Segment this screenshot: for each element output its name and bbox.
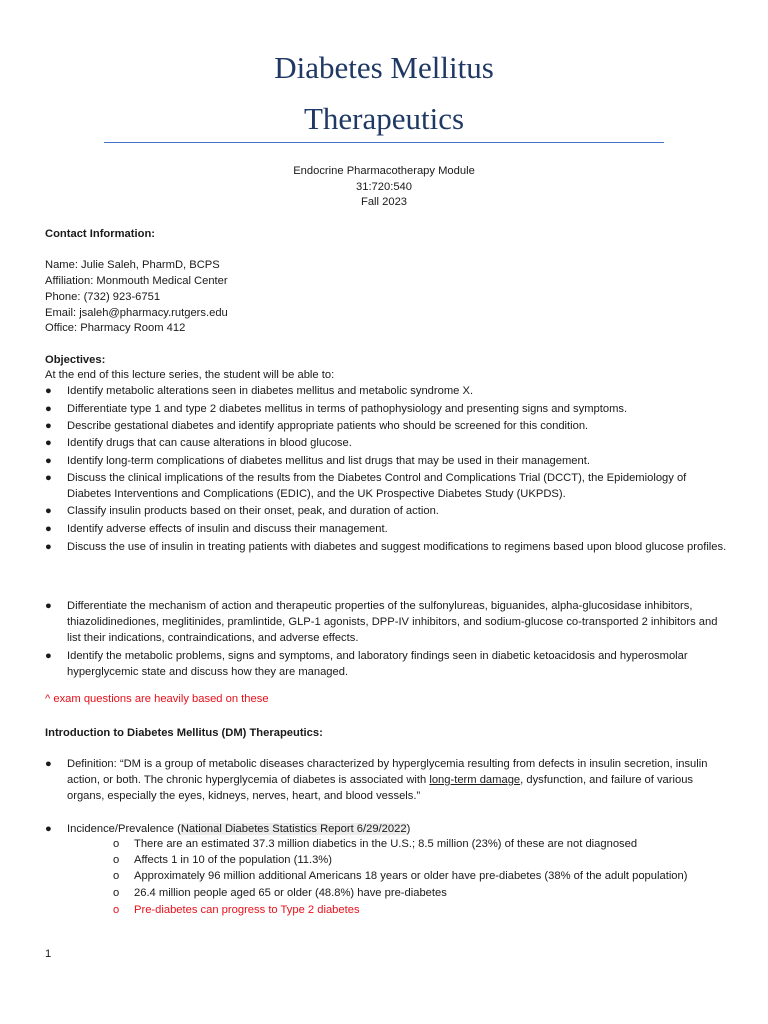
objective-item: Identify the metabolic problems, signs and symptoms, and laboratory findings seen in diabetic ketoacidosis and hyperosmolar hyperglycemic state and discuss how they are managed. [67, 650, 688, 678]
bullet-icon: ● [45, 541, 52, 553]
sub-bullet-icon: o [113, 854, 120, 866]
contact-name: Name: Julie Saleh, PharmD, BCPS [45, 259, 220, 271]
objective-item: Identify metabolic alterations seen in diabetes mellitus and metabolic syndrome X. [67, 385, 474, 397]
definition-paragraph [67, 756, 727, 804]
contact-heading: Contact Information: [45, 228, 156, 240]
sub-bullet-icon: o [113, 887, 120, 899]
bullet-icon: ● [45, 600, 52, 612]
objective-item: Discuss the use of insulin in treating patients with diabetes and suggest modifications to regimens based upon blood glucose profiles. [67, 541, 727, 553]
incidence-item: 26.4 million people aged 65 or older (48.8%) have pre-diabetes [134, 887, 447, 899]
objective-item: Differentiate the mechanism of action and therapeutic properties of the sulfonylureas, biguanides, alpha-glucosidase inhibitors, thiazolidinediones, meglitinides, pramlintide, GLP-1 agonists, DPP-IV inhibitors, and sodium-glucose co-transported 2 inhibitors and list their indications, contraindications, and adverse effects. [67, 600, 718, 644]
document-title-line-1: Diabetes Mellitus [274, 50, 494, 85]
bullet-icon: ● [45, 455, 52, 467]
bullet-icon: ● [45, 823, 52, 835]
bullet-icon: ● [45, 523, 52, 535]
objectives-heading: Objectives: [45, 354, 106, 366]
incidence-source: National Diabetes Statistics Report 6/29/2022 [180, 823, 407, 835]
bullet-icon: ● [45, 650, 52, 662]
contact-phone: Phone: (732) 923-6751 [45, 291, 161, 303]
objective-item: Identify drugs that can cause alterations in blood glucose. [67, 437, 352, 449]
objective-item: Identify long-term complications of diabetes mellitus and list drugs that may be used in their management. [67, 455, 590, 467]
module-name: Endocrine Pharmacotherapy Module [293, 165, 475, 177]
title-divider [104, 142, 664, 143]
bullet-icon: ● [45, 472, 52, 484]
objective-item: Identify adverse effects of insulin and discuss their management. [67, 523, 388, 535]
bullet-icon: ● [45, 505, 52, 517]
incidence-label: Incidence/Prevalence ( [67, 823, 181, 835]
objective-item: Classify insulin products based on their onset, peak, and duration of action. [67, 505, 439, 517]
objective-item: Differentiate type 1 and type 2 diabetes mellitus in terms of pathophysiology and presenting signs and symptoms. [67, 403, 628, 415]
definition-text-end: , dysfunction, and failure of various organs, especially the eyes, kidneys, nerves, heart, and blood vessels.” [67, 774, 694, 802]
document-title-line-2: Therapeutics [303, 101, 465, 136]
incidence-item: Approximately 96 million additional Americans 18 years or older have pre-diabetes (38% of the adult population) [134, 870, 688, 882]
bullet-icon: ● [45, 437, 52, 449]
objective-item: Discuss the clinical implications of the results from the Diabetes Control and Complications Trial (DCCT), the Epidemiology of Diabetes Interventions and Complications (EDIC), and the UK Prospective Diabetes Study (UKPDS). [67, 472, 687, 500]
sub-bullet-icon: o [113, 904, 120, 916]
contact-affiliation: Affiliation: Monmouth Medical Center [45, 275, 228, 287]
incidence-heading [67, 821, 727, 837]
definition-text: Definition: “DM is a group of metabolic diseases characterized by hyperglycemia resulting from defects in insulin secretion, insulin action, or both. The chronic hyperglycemia of diabetes is associated with [67, 758, 708, 786]
term: Fall 2023 [360, 196, 408, 208]
sub-bullet-icon: o [113, 870, 120, 882]
intro-heading: Introduction to Diabetes Mellitus (DM) Therapeutics: [45, 727, 323, 739]
incidence-item: Affects 1 in 10 of the population (11.3%) [134, 854, 332, 866]
incidence-item-highlight: Pre-diabetes can progress to Type 2 diabetes [134, 904, 360, 916]
contact-office: Office: Pharmacy Room 412 [45, 322, 186, 334]
bullet-icon: ● [45, 420, 52, 432]
page-number: 1 [45, 948, 52, 960]
course-code: 31:720:540 [356, 181, 412, 193]
definition-underlined-term: long-term damage [429, 774, 521, 786]
contact-email: Email: jsaleh@pharmacy.rutgers.edu [45, 307, 228, 319]
bullet-icon: ● [45, 385, 52, 397]
bullet-icon: ● [45, 403, 52, 415]
exam-note: ^ exam questions are heavily based on these [45, 693, 269, 705]
objectives-intro: At the end of this lecture series, the student will be able to: [45, 369, 335, 381]
incidence-close: ) [406, 823, 411, 835]
bullet-icon: ● [45, 758, 52, 770]
incidence-item: There are an estimated 37.3 million diabetics in the U.S.; 8.5 million (23%) of these are not diagnosed [134, 838, 638, 850]
objective-item: Describe gestational diabetes and identify appropriate patients who should be screened for this condition. [67, 420, 589, 432]
sub-bullet-icon: o [113, 838, 120, 850]
